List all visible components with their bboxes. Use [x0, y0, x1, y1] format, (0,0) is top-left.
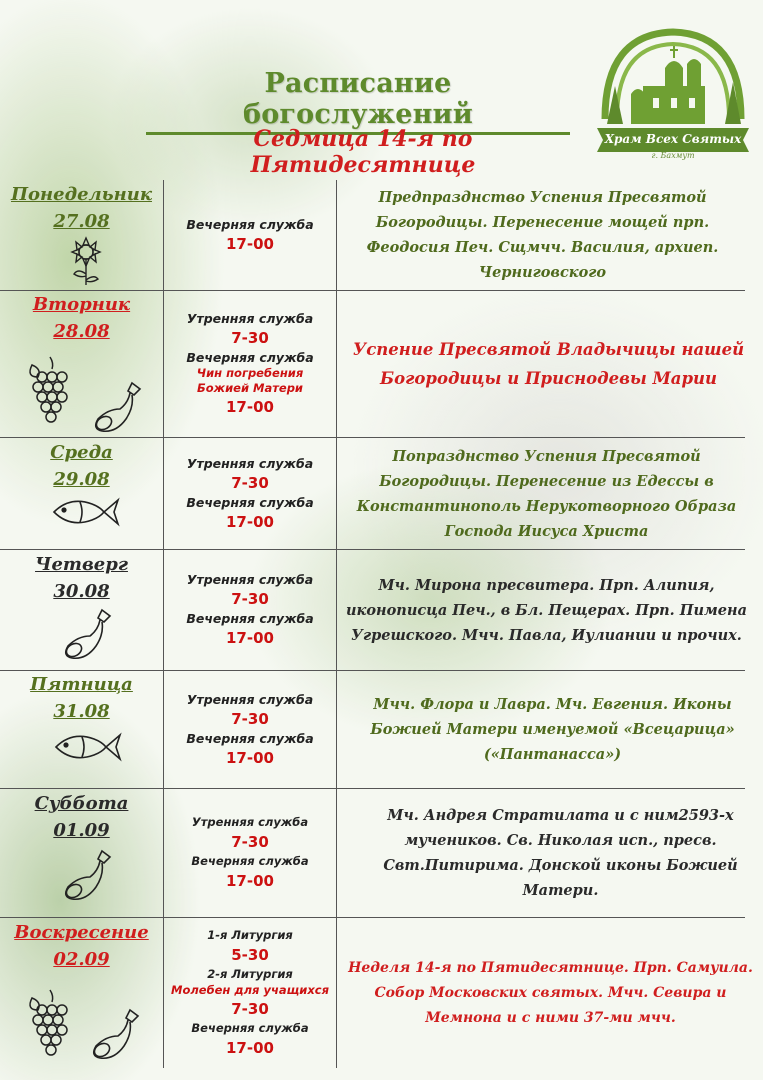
feast-description: Мч. Мирона пресвитера. Прп. Алипия, иконописца Печ., в Бл. Пещерах. Прп. Пимена Угрешского. Мчч. Павла, Иулиании и прочих. — [346, 576, 747, 644]
feast-description: Мч. Андрея Стратилата и с ним2593-х мучеников. Св. Николая исп., пресв. Свт.Питирима. Донской иконы Божией Матери. — [383, 807, 738, 899]
service-label: Утренняя служба — [186, 455, 314, 471]
schedule-row-tuesday — [0, 291, 745, 438]
service-times — [164, 671, 336, 788]
service-label: Вечерняя служба — [191, 854, 309, 868]
service-times — [164, 180, 336, 290]
service-label: Вечерняя служба — [191, 1021, 309, 1035]
service-times — [164, 291, 336, 437]
schedule-table — [0, 180, 753, 1068]
service-time: 7-30 — [231, 590, 269, 608]
ham-icon — [88, 379, 144, 435]
ham-icon — [86, 1006, 142, 1062]
logo-city: г. Бахмут — [651, 151, 695, 160]
day-date: 02.09 — [53, 949, 110, 970]
service-time: 7-30 — [231, 329, 269, 347]
service-label: 2-я Литургия — [207, 967, 293, 981]
service-times — [164, 550, 336, 670]
sunflower-icon — [64, 234, 108, 286]
fish-icon — [52, 494, 120, 530]
day-date: 28.08 — [53, 321, 110, 342]
schedule-row-saturday — [0, 789, 745, 918]
service-time: 17-00 — [226, 234, 274, 253]
service-label: Утренняя служба — [186, 691, 314, 707]
feast-description: Предпразднство Успения Пресвятой Богородицы. Перенесение мощей прп. Феодосия Печ. Сщмчч. Василия, архиеп. Черниговского — [366, 189, 719, 281]
service-times — [164, 789, 336, 917]
service-time: 7-30 — [231, 473, 269, 492]
day-name: Понедельник — [11, 184, 152, 205]
day-name: Среда — [50, 442, 113, 463]
grapes-icon — [24, 355, 76, 429]
ham-icon — [58, 847, 114, 903]
service-times — [164, 918, 336, 1068]
service-time: 17-00 — [226, 398, 274, 416]
ham-icon — [58, 606, 114, 662]
service-note: Молебен для учащихся — [171, 983, 329, 997]
service-time: 17-00 — [226, 1039, 274, 1057]
service-label: Вечерняя служба — [186, 350, 314, 365]
service-label: Вечерняя служба — [186, 730, 314, 746]
day-date: 31.08 — [53, 701, 110, 722]
logo-church-name: Храм Всех Святых — [604, 132, 742, 146]
day-date: 27.08 — [53, 211, 110, 232]
service-label: Вечерняя служба — [186, 216, 314, 232]
service-label: Утренняя служба — [186, 572, 314, 587]
day-name: Суббота — [34, 793, 129, 814]
feast-description: Попразднство Успения Пресвятой Богородицы. Перенесение из Едессы в Константинополь Нерукотворного Образа Господа Иисуса Христа — [356, 447, 737, 540]
schedule-row-sunday — [0, 918, 753, 1068]
page-title: Расписание богослужений — [146, 68, 570, 135]
fish-icon — [54, 729, 122, 765]
grapes-icon — [24, 988, 76, 1062]
service-times — [164, 438, 336, 549]
service-label: Утренняя служба — [191, 815, 309, 829]
schedule-row-monday — [0, 180, 745, 291]
day-name: Воскресение — [14, 922, 149, 943]
schedule-row-thursday — [0, 550, 745, 671]
day-date: 29.08 — [53, 469, 110, 490]
service-time: 7-30 — [231, 833, 269, 851]
service-time: 17-00 — [226, 629, 274, 647]
service-time: 17-00 — [226, 748, 274, 767]
service-label: 1-я Литургия — [207, 928, 293, 942]
schedule-row-friday — [0, 671, 745, 789]
service-label: Вечерняя служба — [186, 494, 314, 510]
service-time: 17-00 — [226, 872, 274, 890]
feast-description: Неделя 14-я по Пятидесятнице. Прп. Самуила. Собор Московских святых. Мчч. Севира и Мемнона и с ними 37-ми мчч. — [348, 959, 753, 1026]
service-time: 7-30 — [231, 709, 269, 728]
service-time: 17-00 — [226, 512, 274, 531]
day-date: 30.08 — [53, 581, 110, 602]
day-name: Четверг — [35, 554, 128, 575]
service-label: Вечерняя служба — [186, 611, 314, 626]
day-date: 01.09 — [53, 820, 110, 841]
service-time: 5-30 — [231, 946, 269, 964]
service-time: 7-30 — [231, 1000, 269, 1018]
service-label: Утренняя служба — [186, 311, 314, 326]
day-name: Вторник — [32, 294, 131, 315]
day-name: Пятница — [30, 674, 133, 695]
service-note: Чин погребения Божией Матери — [196, 366, 304, 395]
feast-description: Мчч. Флора и Лавра. Мч. Евгения. Иконы Божией Матери именуемой «Всецарица» («Пантанасса») — [370, 696, 735, 763]
church-logo — [595, 24, 751, 174]
page-subtitle: Седмица 14-я по Пятидесятнице — [250, 126, 476, 178]
feast-description: Успение Пресвятой Владычицы нашей Богородицы и Приснодевы Марии — [352, 340, 745, 388]
schedule-row-wednesday — [0, 438, 745, 550]
